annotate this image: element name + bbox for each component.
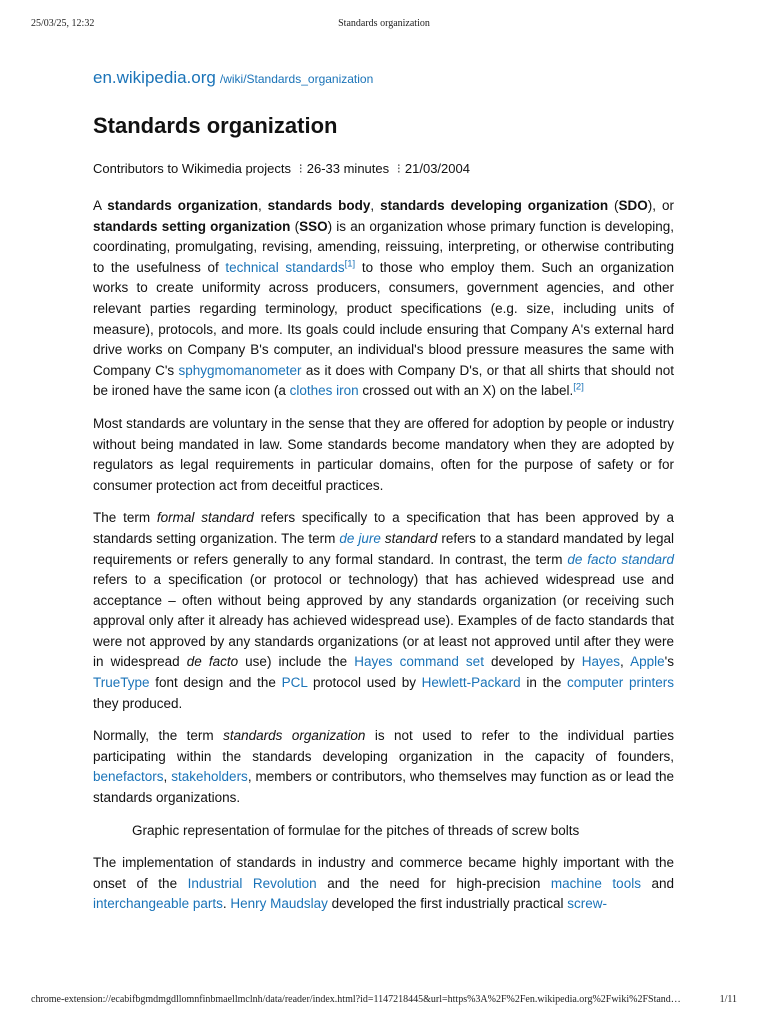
link-industrial-revolution[interactable]: Industrial Revolution [187, 875, 317, 891]
print-url: chrome-extension://ecabifbgmdmgdllomnfinbmaellmclnh/data/reader/index.html?id=1147218445&url=https%3A%2F%2Fen.wikipedia.org%2Fwiki%2FStand… [31, 994, 681, 1005]
paragraph-voluntary: Most standards are voluntary in the sense that they are offered for adoption by people or industry without being mandated in law. Some standards become mandatory when they are adopted by regulators as legal requirements in particular domains, often for the purpose of safety or for consumer protection act from deceitful practices. [93, 415, 674, 493]
print-title: Standards organization [338, 18, 430, 29]
meta-separator: ⁝ [396, 161, 401, 176]
text: and [640, 875, 674, 891]
link-machine-tools[interactable]: machine tools [550, 875, 641, 891]
link-hayes[interactable]: Hayes [581, 654, 621, 670]
text: protocol used by [307, 675, 422, 691]
text: A [93, 198, 108, 213]
page-title: Standards organization [93, 113, 338, 138]
print-page-number: 1/11 [719, 994, 737, 1005]
link-interchangeable-parts[interactable]: interchangeable parts [93, 896, 223, 912]
paragraph-formal-standard [93, 508, 674, 714]
paragraph-industrial [93, 853, 674, 915]
link-text: de facto standard [567, 551, 674, 567]
article-meta [93, 160, 674, 178]
text: Normally, the term [93, 728, 224, 744]
text: ( [290, 218, 300, 234]
italic-term: standard [380, 530, 438, 546]
link-henry-maudslay[interactable]: Henry Maudslay [230, 896, 328, 912]
italic-term: standards organization [223, 728, 366, 744]
meta-author: Contributors to Wikimedia projects [93, 161, 291, 176]
text: , [257, 198, 268, 213]
italic-term: formal standard [156, 510, 254, 526]
paragraph-parties [93, 726, 674, 808]
link-sphygmomanometer[interactable]: sphygmomanometer [178, 362, 302, 378]
text: to those who employ them. Such an organization works to create uniformity across producers, consumers, government agencies, and other relevant parties regarding terminology, product specifications (e.g. size, including units of measure), protocols, and more. Its goals could include ensuring that Company A's external hard drive works on Company B's computer, an individual's blood pressure measures the same with Company C's [93, 259, 674, 378]
text: ), or [647, 198, 674, 213]
bold-term: standards organization [107, 198, 258, 213]
text: use) include the [238, 654, 355, 670]
link-de-jure[interactable] [339, 531, 381, 546]
text: , members or contributors, who themselves may function as or lead the standards organizations. [93, 769, 674, 806]
bold-term: standards body [267, 198, 371, 213]
text: refers to a standard mandated by legal requirements or refers generally to any formal standard. In contrast, the term [93, 530, 674, 567]
link-benefactors[interactable]: benefactors [93, 769, 164, 785]
text: The implementation of standards in industry and commerce became highly important with the onset of the [93, 855, 674, 891]
reference-link-1[interactable]: [1] [344, 258, 356, 270]
text: 's [664, 654, 674, 670]
meta-read-time: 26-33 minutes [306, 161, 390, 176]
print-footer [0, 994, 768, 1008]
link-stakeholders[interactable]: stakeholders [171, 769, 248, 785]
text: ) is an organization whose primary function is developing, coordinating, promulgating, revising, amending, reissuing, interpreting, or otherwise contributing to the usefulness of [93, 218, 674, 275]
text: is not used to refer to the individual parties participating within the standards developing organization in the capacity of founders, [93, 728, 674, 764]
bold-term: SDO [618, 198, 648, 213]
meta-date: 21/03/2004 [404, 161, 470, 176]
text: , [163, 769, 172, 785]
source-line [93, 64, 674, 92]
link-hewlett-packard[interactable]: Hewlett-Packard [421, 675, 521, 691]
text: developed the first industrially practical [327, 896, 568, 912]
text: they produced. [93, 695, 183, 711]
italic-term: de facto [186, 654, 239, 670]
link-apple[interactable]: Apple [630, 654, 665, 670]
reference-link-2[interactable]: [2] [573, 381, 584, 393]
figure-caption: Graphic representation of formulae for the pitches of threads of screw bolts [132, 822, 580, 838]
link-technical-standards[interactable]: technical standards [225, 259, 345, 275]
print-header [0, 18, 768, 32]
link-screw[interactable]: screw- [567, 896, 608, 912]
link-truetype[interactable]: TrueType [93, 675, 150, 691]
source-path-link[interactable]: /wiki/Standards_organization [219, 72, 374, 86]
text: refers specifically to a specification that has been approved by a standards setting organization. The term [93, 510, 675, 546]
bold-term: standards setting organization [93, 218, 291, 234]
text: ( [608, 198, 619, 213]
text: crossed out with an X) on the label. [358, 383, 574, 399]
text: The term [93, 510, 157, 526]
link-hayes-command-set[interactable]: Hayes command set [354, 654, 484, 670]
text: . [222, 896, 231, 912]
link-clothes-iron[interactable]: clothes iron [289, 383, 359, 399]
bold-term: SSO [299, 218, 328, 234]
link-de-facto-standard[interactable] [567, 552, 674, 567]
text: font design and the [149, 675, 282, 691]
text: developed by [483, 654, 582, 670]
source-domain-link[interactable]: en.wikipedia.org [93, 68, 216, 87]
paragraph-intro [93, 196, 674, 402]
text: and the need for high-precision [316, 875, 551, 891]
print-datetime: 25/03/25, 12:32 [31, 18, 95, 29]
article [93, 64, 674, 927]
text: as it does with Company D's, or that all shirts that should not be ironed have the same icon (a [93, 362, 674, 399]
article-body [93, 196, 674, 915]
text: , [620, 654, 631, 670]
text: in the [520, 675, 568, 691]
link-text: de jure [339, 530, 381, 546]
text: , [370, 198, 381, 213]
link-computer-printers[interactable]: computer printers [567, 675, 675, 691]
bold-term: standards developing organization [380, 198, 609, 213]
link-pcl[interactable]: PCL [281, 675, 308, 691]
meta-separator: ⁝ [298, 161, 303, 176]
text: refers to a specification (or protocol or technology) that has achieved widespread use and acceptance – often without being approved by any standards organization (or receiving such approval only after it already has achieved widespread use). Examples of de facto standards that were not approved by any standards organizations (or at least not approved until after they were in widespread [93, 572, 674, 670]
